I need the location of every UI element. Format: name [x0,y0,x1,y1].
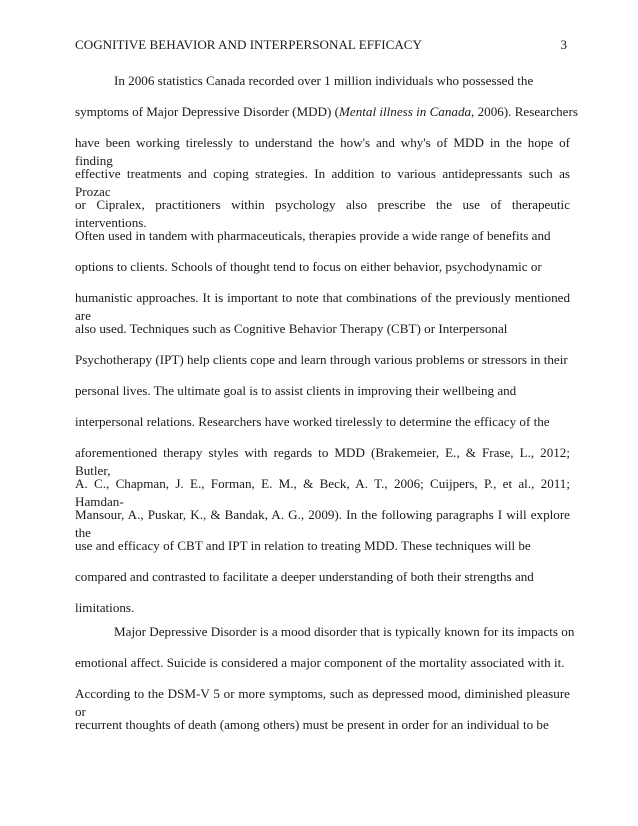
paragraph-line: emotional affect. Suicide is considered a major component of the mortality associated with it. [75,655,565,670]
paragraph-line: According to the DSM-V 5 or more symptoms, such as depressed mood, diminished pleasure or [75,686,570,719]
paragraph-line: compared and contrasted to facilitate a deeper understanding of both their strengths and [75,569,534,584]
paragraph-line: also used. Techniques such as Cognitive Behavior Therapy (CBT) or Interpersonal [75,321,508,336]
text-run: symptoms of Major Depressive Disorder (MDD) ( [75,104,340,119]
paragraph-line: humanistic approaches. It is important to note that combinations of the previously mentioned are [75,290,570,323]
text-run: 2006). Researchers [474,104,578,119]
paragraph-line: effective treatments and coping strategies. In addition to various antidepressants such as Prozac [75,166,570,199]
paragraph-line: Often used in tandem with pharmaceuticals, therapies provide a wide range of benefits and [75,228,551,243]
cited-title: Mental illness in Canada, [339,104,475,119]
paragraph-line: aforementioned therapy styles with regards to MDD (Brakemeier, E., & Frase, L., 2012; Butler, [75,445,570,478]
paragraph-line: recurrent thoughts of death (among others) must be present in order for an individual to be [75,717,549,732]
paragraph-line: interpersonal relations. Researchers have worked tirelessly to determine the efficacy of the [75,414,550,429]
paragraph-line: Psychotherapy (IPT) help clients cope and learn through various problems or stressors in their [75,352,568,367]
paragraph-line: limitations. [75,600,135,615]
paragraph-line [75,103,578,121]
running-head [75,37,567,53]
paragraph-line: options to clients. Schools of thought tend to focus on either behavior, psychodynamic or [75,259,542,274]
paragraph-line: have been working tirelessly to understand the how's and why's of MDD in the hope of finding [75,135,570,168]
paragraph-line: use and efficacy of CBT and IPT in relation to treating MDD. These techniques will be [75,538,531,553]
paragraph-line: Major Depressive Disorder is a mood disorder that is typically known for its impacts on [114,624,575,639]
page-number: 3 [560,37,567,52]
paragraph-line: In 2006 statistics Canada recorded over 1 million individuals who possessed the [114,73,534,88]
paragraph-line: or Cipralex, practitioners within psychology also prescribe the use of therapeutic interventions. [75,197,570,230]
paragraph-line: A. C., Chapman, J. E., Forman, E. M., & Beck, A. T., 2006; Cuijpers, P., et al., 2011; Hamdan- [75,476,570,509]
paragraph-line: Mansour, A., Puskar, K., & Bandak, A. G., 2009). In the following paragraphs I will explore the [75,507,570,540]
paragraph-line: personal lives. The ultimate goal is to assist clients in improving their wellbeing and [75,383,517,398]
running-title: COGNITIVE BEHAVIOR AND INTERPERSONAL EFFICACY [75,37,422,52]
